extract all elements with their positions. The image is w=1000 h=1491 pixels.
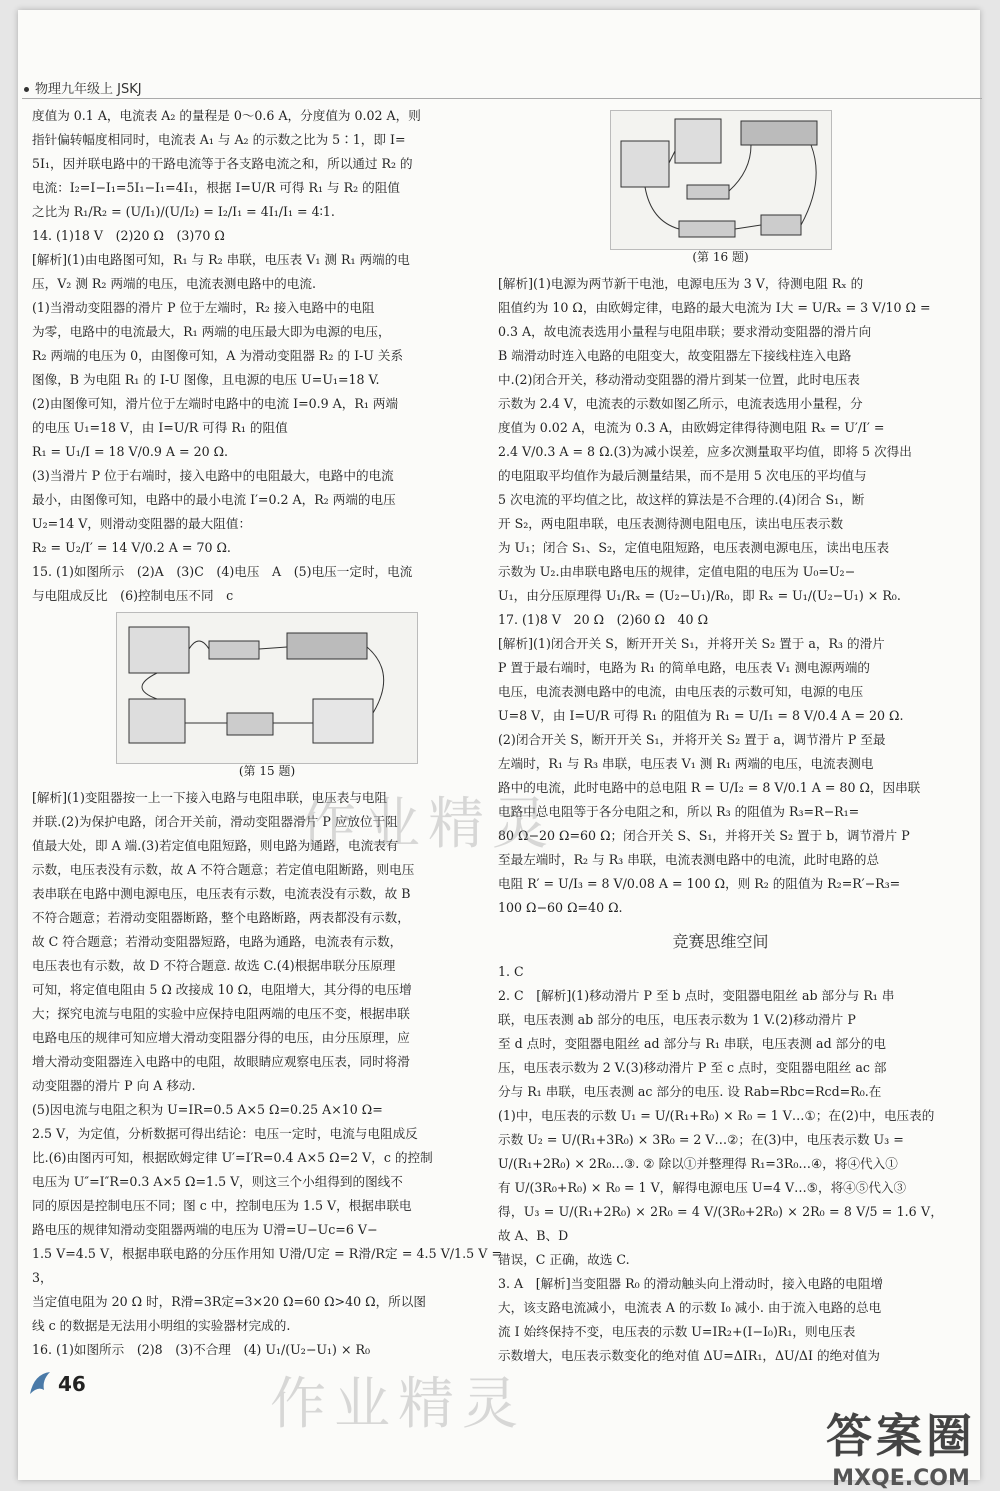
power-supply-icon (313, 699, 373, 743)
text-line: 度值为 0.02 A，电流为 0.3 A，由欧姆定律得待测电阻 Rₓ = U′/I′ = (498, 420, 885, 435)
text-line: 联，电压表测 ab 部分的电压，电压表示数为 1 V.(2)移动滑片 P (498, 1012, 856, 1027)
text-line: R₁ = U₁/I = 18 V/0.9 A = 20 Ω. (32, 444, 229, 459)
text-line: (1)当滑动变阻器的滑片 P 位于左端时，R₂ 接入电路中的电阻 (32, 300, 375, 315)
switch-icon (227, 713, 273, 735)
circuit-diagram-15 (117, 613, 417, 763)
text-line: 同的原因是控制电压不同；图 c 中，控制电压为 1.5 V，根据串联电 (32, 1198, 412, 1213)
text-line: (2)闭合开关 S，断开开关 S₁，并将开关 S₂ 置于 a，调节滑片 P 至最 (498, 732, 886, 747)
text-line: 100 Ω−60 Ω=40 Ω. (498, 900, 623, 915)
text-line: 有 U/(3R₀+R₀) × R₀ = 1 V，解得电源电压 U=4 V…⑤，将④⑤代入③ (498, 1180, 907, 1195)
text-line: 左端时，R₁ 与 R₃ 串联，电压表 V₁ 测 R₁ 两端的电压，电流表测电 (498, 756, 874, 771)
text-line: 路电压的规律知滑动变阻器两端的电压为 U滑=U−Uc=6 V− (32, 1222, 378, 1237)
text-line: (2)由图像可知，滑片位于左端时电路中的电流 I=0.9 A，R₁ 两端 (32, 396, 399, 411)
text-line: R₂ 两端的电压为 0，由图像可知，A 为滑动变阻器 R₂ 的 I-U 关系 (32, 348, 404, 363)
text-line: 动变阻器的滑片 P 向 A 移动. (32, 1078, 196, 1093)
text-line: 度值为 0.1 A，电流表 A₂ 的量程是 0～0.6 A，分度值为 0.02 A，则 (32, 108, 421, 123)
q16-analysis (498, 272, 943, 608)
text-line: 可知，将定值电阻由 5 Ω 改接成 10 Ω，电阻增大，其分得的电压增 (32, 982, 412, 997)
text-line: 15. (1)如图所示 (2)A (3)C (4)电压 A (5)电压一定时，电流 (32, 564, 413, 579)
resistor-icon (687, 185, 729, 199)
text-line: U/(R₁+2R₀) × 2R₀…③. ② 除以①并整理得 R₁=3R₀…④，将④代入① (498, 1156, 898, 1171)
text-line: B 端滑动时连入电路的电阻变大，故变阻器左下接线柱连入电路 (498, 348, 852, 363)
text-line: 分与 R₁ 串联，电压表测 ac 部分的电压. 设 Rab=Rbc=Rcd=R₀.在 (498, 1084, 882, 1099)
stamp-url: MXQE.COM (832, 1466, 970, 1491)
text-line: 2.4 V/0.3 A = 8 Ω.(3)为减小误差，应多次测量取平均值，即将 5 次得出 (498, 444, 912, 459)
dolphin-logo-icon (28, 1368, 54, 1398)
text-line: 表串联在电路中测电源电压，电压表有示数，电流表没有示数，故 B (32, 886, 411, 901)
text-line: 14. (1)18 V (2)20 Ω (3)70 Ω (32, 228, 225, 243)
text-line: 电阻 R′ = U/I₃ = 8 V/0.08 A = 100 Ω，则 R₂ 的阻值为 R₂=R′−R₃= (498, 876, 901, 891)
rheostat-icon (741, 121, 817, 145)
text-line: 至 d 点时，变阻器电阻丝 ad 部分与 R₁ 串联，电压表测 ad 部分的电 (498, 1036, 887, 1051)
text-line: 流 I 始终保持不变，电压表的示数 U=IR₂+(I−I₀)R₁，则电压表 (498, 1324, 856, 1339)
text-line: 至最左端时，R₂ 与 R₃ 串联，电流表测电路中的电流，此时电路的总 (498, 852, 880, 867)
page-header (24, 78, 142, 97)
text-line: 的电阻取平均值作为最后测量结果，而不是用 5 次电压的平均值与 (498, 468, 867, 483)
text-line: (5)因电流与电阻之积为 U=IR=0.5 A×5 Ω=0.25 A×10 Ω= (32, 1102, 383, 1117)
text-line: 的电压 U₁=18 V，由 I=U/R 可得 R₁ 的阻值 (32, 420, 288, 435)
text-line: 中.(2)闭合开关，移动滑动变阻器的滑片到某一位置，此时电压表 (498, 372, 860, 387)
text-line: 2.5 V，为定值，分析数据可得出结论：电压一定时，电流与电阻成反 (32, 1126, 418, 1141)
text-line: 80 Ω−20 Ω=60 Ω；闭合开关 S、S₁，并将开关 S₂ 置于 b，调节滑片 P (498, 828, 910, 843)
text-line: 错误，C 正确，故选 C. (498, 1252, 630, 1267)
text-line: [解析](1)变阻器按一上一下接入电路与电阻串联，电压表与电阻 (32, 790, 388, 805)
text-line: 压，V₂ 测 R₂ 两端的电压，电流表测电路中的电流. (32, 276, 316, 291)
right-column (498, 106, 943, 1368)
text-line: 1.5 V=4.5 V，根据串联电路的分压作用知 U滑/U定 = R滑/R定 = 4.5 V/1.5 V = 3， (32, 1246, 502, 1285)
text-line: 3. A [解析]当变阻器 R₀ 的滑动触头向上滑动时，接入电路的电阻增 (498, 1276, 883, 1291)
text-line: 阻值约为 10 Ω，由欧姆定律，电路的最大电流为 I大 = U/Rₓ = 3 V/10 Ω = (498, 300, 931, 315)
text-line: 为 U₁；闭合 S₁、S₂，定值电阻短路，电压表测电源电压，读出电压表 (498, 540, 890, 555)
text-line: 大，该支路电流减小，电流表 A 的示数 I₀ 减小. 由于流入电路的总电 (498, 1300, 882, 1315)
q15-block (32, 560, 502, 1338)
text-line: 示数增大，电压表示数变化的绝对值 ΔU=ΔIR₁，ΔU/ΔI 的绝对值为 (498, 1348, 880, 1363)
text-line: 值最大处，即 A 端.(3)若定值电阻短路，则电路为通路，电流表有 (32, 838, 399, 853)
text-line: R₂ = U₂/I′ = 14 V/0.2 A = 70 Ω. (32, 540, 231, 555)
rheostat-icon (287, 633, 367, 659)
text-line: 电路电压的规律可知应增大滑动变阻器分得的电压，由分压原理，应 (32, 1030, 410, 1045)
section-title: 竞赛思维空间 (672, 932, 769, 951)
text-line: 电压为 U″=I″R=0.3 A×5 Ω=1.5 V，则这三个小组得到的图线不 (32, 1174, 403, 1189)
text-line: [解析](1)闭合开关 S，断开开关 S₁，并将开关 S₂ 置于 a，R₃ 的滑片 (498, 636, 885, 651)
text-line: 为零，电路中的电流最大，R₁ 两端的电压最大即为电源的电压， (32, 324, 391, 339)
text-line: 最小，由图像可知，电路中的最小电流 I′=0.2 A，R₂ 两端的电压 (32, 492, 396, 507)
circuit-diagram-16 (611, 111, 831, 249)
text-line: (1)中，电压表的示数 U₁ = U/(R₁+R₀) × R₀ = 1 V…①；在(2)中，电压表的 (498, 1108, 935, 1123)
text-line: 当定值电阻为 20 Ω 时，R滑=3R定=3×20 Ω=60 Ω>40 Ω，所以图 (32, 1294, 426, 1309)
figure-16-caption: (第 16 题) (692, 250, 749, 264)
ammeter-icon (129, 699, 185, 743)
ammeter-icon (621, 141, 669, 187)
text-line: (3)当滑片 P 位于右端时，接入电路中的电阻最大，电路中的电流 (32, 468, 394, 483)
text-line: 比.(6)由图丙可知，根据欧姆定律 U′=I′R=0.4 A×5 Ω=2 V，c 的控制 (32, 1150, 433, 1165)
text-line: 5 次电流的平均值之比，故这样的算法是不合理的.(4)闭合 S₁，断 (498, 492, 865, 507)
bullet-icon (24, 87, 29, 92)
q13-continued (32, 104, 502, 224)
text-line: 开 S₂，两电阻串联，电压表测待测电阻电压，读出电压表示数 (498, 516, 844, 531)
text-line: 5I₁，因并联电路中的干路电流等于各支路电流之和，所以通过 R₂ 的 (32, 156, 413, 171)
text-line: 图像，B 为电阻 R₁ 的 I-U 图像，且电源的电压 U=U₁=18 V. (32, 372, 380, 387)
text-line: 并联.(2)为保护电路，闭合开关前，滑动变阻器滑片 P 应放位于阻 (32, 814, 398, 829)
left-column (32, 104, 502, 1362)
text-line: 示数为 U₂.由串联电路电压的规律，定值电阻的电压为 U₀=U₂− (498, 564, 856, 579)
figure-15-circuit (116, 612, 418, 778)
text-line: P 置于最右端时，电路为 R₁ 的简单电路，电压表 V₁ 测电源两端的 (498, 660, 871, 675)
battery-icon (679, 221, 735, 237)
page-number: 46 (58, 1372, 86, 1396)
text-line: 大；探究电流与电阻的实验中应保持电阻两端的电压不变，根据串联 (32, 1006, 410, 1021)
c2-block (498, 984, 943, 1272)
text-line: 路中的电流，此时电路中的总电阻 R = U/I₂ = 8 V/0.1 A = 80 Ω，因串联 (498, 780, 921, 795)
text-line: 压，电压表示数为 2 V.(3)移动滑片 P 至 c 点时，变阻器电阻丝 ac 部 (498, 1060, 887, 1075)
figure-15-caption: (第 15 题) (238, 764, 296, 778)
text-line: U₁，由分压原理得 U₁/Rₓ = (U₂−U₁)/R₀，即 Rₓ = U₁/(U₂−U₁) × R₀. (498, 588, 901, 603)
text-line: 示数 U₂ = U/(R₁+3R₀) × 3R₀ = 2 V…②；在(3)中，电压表示数 U₃ = (498, 1132, 904, 1147)
text-line: 线 c 的数据是无法用小明组的实验器材完成的. (32, 1318, 291, 1333)
text-line: [解析](1)由电路图可知，R₁ 与 R₂ 串联，电压表 V₁ 测 R₁ 两端的电 (32, 252, 410, 267)
text-line: U₂=14 V，则滑动变阻器的最大阻值： (32, 516, 252, 531)
text-line: [解析](1)电源为两节新干电池，电源电压为 3 V，待测电阻 Rₓ 的 (498, 276, 864, 291)
header-divider (22, 98, 982, 99)
figure-16-circuit (610, 110, 832, 264)
text-line: 指针偏转幅度相同时，电流表 A₁ 与 A₂ 的示数之比为 5∶1，即 I= (32, 132, 406, 147)
text-line: U=8 V，由 I=U/R 可得 R₁ 的阻值为 R₁ = U/I₁ = 8 V/0.4 A = 20 Ω. (498, 708, 904, 723)
header-title: 物理九年级上 JSKJ (35, 82, 142, 97)
q16-answer: 16. (1)如图所示 (2)8 (3)不合理 (4) U₁/(U₂−U₁) × R₀ (32, 1342, 371, 1357)
text-line: 电压，电流表测电路中的电流，由电压表的示数可知，电源的电压 (498, 684, 864, 699)
q17-block (498, 608, 943, 920)
text-line: 17. (1)8 V 20 Ω (2)60 Ω 40 Ω (498, 612, 709, 627)
q14-block (32, 224, 502, 560)
text-line: 电压表也有示数，故 D 不符合题意. 故选 C.(4)根据串联分压原理 (32, 958, 396, 973)
text-line: 电流：I₂=I−I₁=5I₁−I₁=4I₁，根据 I=U/R 可得 R₁ 与 R₂ 的阻值 (32, 180, 400, 195)
watermark: 作业精灵 (300, 792, 556, 857)
stamp-title: 答案圈 (826, 1409, 976, 1463)
answer-stamp (826, 1400, 976, 1491)
c1-answer: 1. C (498, 964, 524, 979)
c3-block (498, 1272, 943, 1368)
text-line: 故 C 符合题意；若滑动变阻器短路，电路为通路，电流表有示数， (32, 934, 403, 949)
voltmeter-icon (129, 627, 189, 673)
text-line: 0.3 A，故电流表选用小量程与电阻串联；要求滑动变阻器的滑片向 (498, 324, 872, 339)
text-line: 之比为 R₁/R₂ = (U/I₁)/(U/I₂) = I₂/I₁ = 4I₁/I₁ = 4∶1. (32, 204, 335, 219)
watermark: 作业精灵 (270, 1372, 526, 1437)
switch-icon (761, 215, 801, 235)
resistor-icon (209, 641, 259, 659)
text-line: 得，U₃ = U/(R₁+2R₀) × 2R₀ = 4 V/(3R₀+2R₀) × 2R₀ = 8 V/5 = 1.6 V，故 A、B、D (498, 1204, 943, 1243)
text-line: 示数为 2.4 V，电流表的示数如图乙所示，电流表选用小量程，分 (498, 396, 863, 411)
text-line: 电路中总电阻等于各分电阻之和，所以 R₃ 的阻值为 R₃=R−R₁= (498, 804, 860, 819)
text-line: 2. C [解析](1)移动滑片 P 至 b 点时，变阻器电阻丝 ab 部分与 R₁ 串 (498, 988, 895, 1003)
text-line: 不符合题意；若滑动变阻器断路，整个电路断路，两表都没有示数， (32, 910, 410, 925)
text-line: 示数，电压表没有示数，故 A 不符合题意；若定值电阻断路，则电压 (32, 862, 415, 877)
text-line: 与电阻成反比 (6)控制电压不同 c (32, 588, 234, 603)
text-line: 增大滑动变阻器连入电路中的电阻，故眼睛应观察电压表，同时将滑 (32, 1054, 410, 1069)
voltmeter-icon (675, 119, 721, 163)
